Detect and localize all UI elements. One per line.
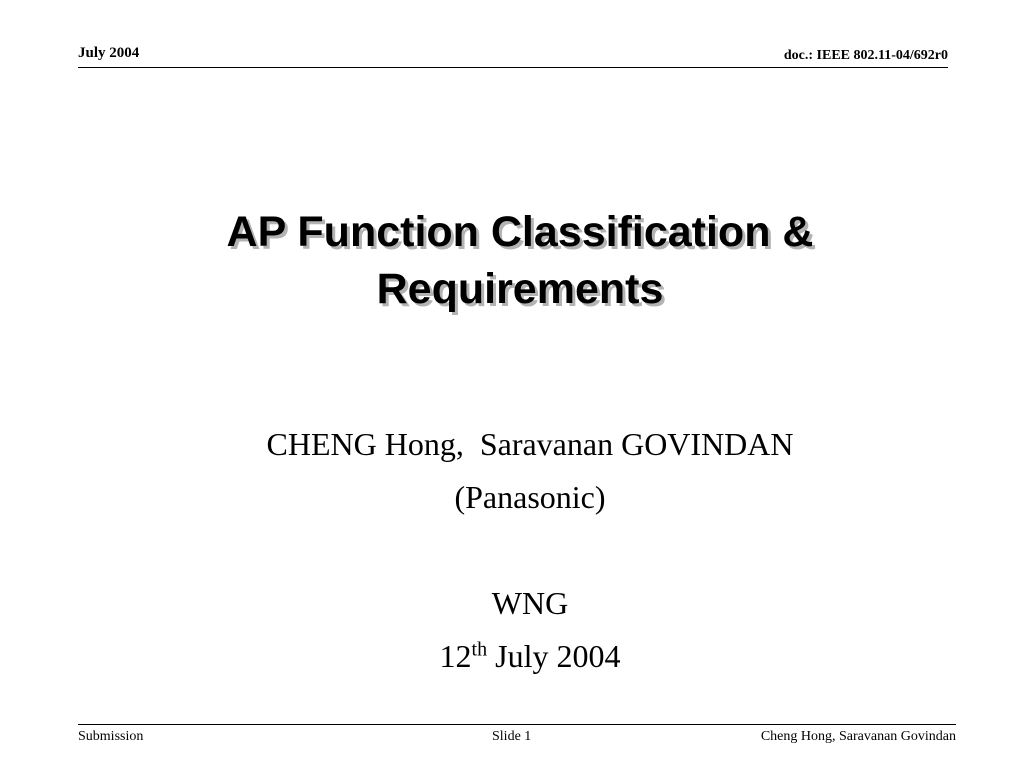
- subtitle-spacer: [120, 524, 940, 577]
- group-name: WNG: [491, 585, 569, 621]
- footer-authors: Cheng Hong, Saravanan Govindan: [760, 729, 956, 744]
- date-rest: July 2004: [487, 638, 621, 674]
- slide-title-line-1: AP Function Classification &: [226, 208, 814, 256]
- slide-title-line-2: Requirements: [376, 265, 664, 313]
- header-doc-id: doc.: IEEE 802.11-04/692r0: [783, 48, 948, 63]
- footer-submission: Submission: [78, 729, 144, 744]
- slide-title: [120, 204, 920, 318]
- header-date: July 2004: [78, 45, 140, 61]
- affiliation: (Panasonic): [454, 479, 606, 515]
- footer-divider: [78, 724, 956, 725]
- presentation-date: [120, 630, 940, 683]
- slide-subtitle: [120, 418, 940, 683]
- header-divider: [78, 67, 948, 68]
- footer-slide-number: Slide 1: [492, 729, 532, 744]
- date-suffix: th: [471, 638, 488, 661]
- date-day: 12: [439, 638, 472, 674]
- authors: CHENG Hong, Saravanan GOVINDAN: [266, 426, 794, 462]
